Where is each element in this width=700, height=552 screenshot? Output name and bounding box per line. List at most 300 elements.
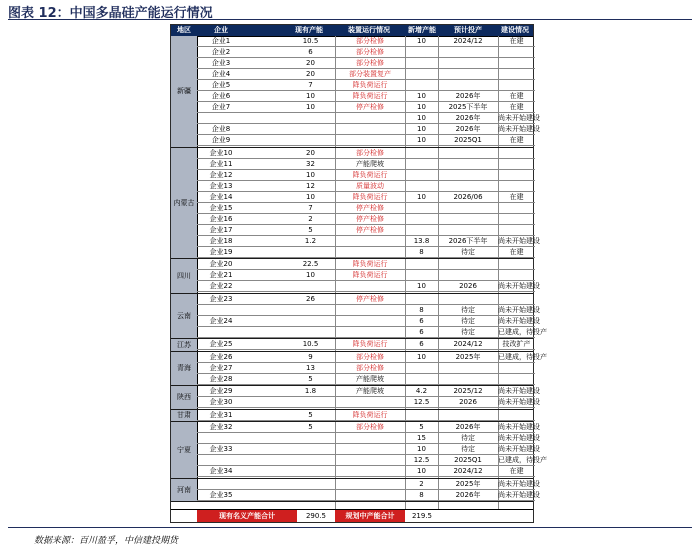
table-row (197, 91, 535, 102)
region-label: 内蒙古 (171, 148, 198, 259)
status-cell: 停产检修 (356, 214, 384, 223)
planned-cell (438, 181, 498, 192)
construction-cell (498, 203, 535, 214)
header-planned: 预计投产 (454, 26, 482, 34)
status-cell (335, 124, 405, 135)
company-cell: 企业20 (209, 260, 233, 268)
construction-cell (498, 170, 535, 181)
planned-cell (438, 225, 498, 236)
company-cell: 企业23 (209, 294, 233, 303)
capacity-cell (295, 316, 326, 327)
capacity-cell: 10 (306, 170, 315, 179)
construction-cell (498, 410, 535, 421)
table-row (197, 170, 535, 181)
table-row (197, 386, 540, 397)
status-cell (335, 490, 405, 501)
status-cell (335, 113, 405, 124)
existing-total-value: 290.5 (297, 510, 335, 522)
construction-cell (498, 294, 535, 305)
table-row (197, 422, 540, 433)
region-group (171, 479, 540, 503)
region-label: 青海 (171, 352, 198, 386)
company-cell: 企业22 (209, 282, 233, 290)
new-capacity-cell (405, 69, 438, 80)
header-region: 地区 (177, 26, 191, 34)
company-cell: 企业16 (209, 214, 233, 223)
table-row (197, 270, 535, 281)
capacity-cell: 13 (306, 363, 315, 372)
company-cell: 企业6 (211, 92, 231, 100)
capacity-cell: 12 (306, 181, 315, 190)
new-capacity-cell (405, 80, 438, 91)
region-group (171, 259, 540, 294)
table-row (197, 58, 535, 69)
capacity-cell: 32 (306, 159, 315, 168)
planned-cell: 待定 (461, 247, 475, 256)
planned-cell: 2025下半年 (448, 103, 488, 111)
construction-cell (498, 69, 535, 80)
company-cell: 企业4 (211, 70, 231, 78)
planned-cell (438, 69, 498, 80)
capacity-cell: 10 (306, 92, 315, 100)
construction-cell (498, 225, 535, 236)
planned-cell (438, 159, 498, 170)
new-capacity-cell: 8 (419, 247, 424, 256)
construction-cell: 尚未开始建设 (498, 125, 540, 133)
new-capacity-cell: 10 (417, 136, 426, 144)
construction-cell (498, 270, 535, 281)
planned-cell (438, 58, 498, 69)
status-cell: 部分检修 (356, 59, 384, 67)
header-construction: 建设情况 (501, 26, 529, 34)
planned-cell: 2026年 (455, 423, 481, 431)
table-row (197, 159, 535, 170)
new-capacity-cell (405, 148, 438, 159)
new-capacity-cell (405, 47, 438, 58)
new-capacity-cell (405, 58, 438, 69)
region-label: 江苏 (171, 339, 198, 351)
new-capacity-cell: 8 (419, 305, 424, 314)
company-cell: 企业34 (209, 467, 233, 475)
company-cell (197, 455, 245, 466)
capacity-cell (295, 455, 326, 466)
new-capacity-cell: 6 (419, 340, 424, 348)
new-capacity-cell: 6 (419, 327, 424, 336)
footer-divider (8, 527, 692, 528)
company-cell: 企业9 (211, 136, 231, 144)
status-cell (335, 247, 405, 258)
new-capacity-cell (405, 270, 438, 281)
status-cell (335, 135, 405, 146)
company-cell (197, 433, 245, 444)
capacity-cell (295, 281, 326, 292)
capacity-cell (295, 135, 326, 146)
capacity-cell: 7 (308, 203, 313, 212)
company-cell: 企业15 (209, 203, 233, 212)
construction-cell: 尚未开始建设 (498, 423, 540, 431)
planned-cell (438, 259, 498, 270)
table-row (197, 247, 535, 258)
status-cell: 降负荷运行 (352, 170, 388, 179)
region-group (171, 386, 540, 410)
new-capacity-cell: 10 (417, 352, 426, 361)
planned-cell: 2024/12 (453, 467, 483, 475)
planned-cell: 2025Q1 (454, 456, 482, 464)
company-cell: 企业28 (209, 374, 233, 383)
new-capacity-cell: 13.8 (413, 236, 430, 245)
capacity-cell: 20 (306, 70, 315, 78)
new-capacity-cell: 6 (419, 316, 424, 325)
new-capacity-cell: 8 (419, 490, 424, 499)
planned-cell (438, 203, 498, 214)
construction-cell: 尚未开始建设 (498, 305, 540, 314)
capacity-cell (295, 327, 326, 338)
capacity-cell (295, 433, 326, 444)
new-capacity-cell (405, 363, 438, 374)
planned-cell: 2026/06 (453, 192, 483, 201)
construction-cell: 尚未开始建设 (498, 479, 540, 488)
planned-cell (438, 47, 498, 58)
capacity-cell: 20 (306, 148, 315, 157)
company-cell: 企业8 (211, 125, 231, 133)
construction-cell (498, 374, 535, 385)
company-cell: 企业14 (209, 192, 233, 201)
company-cell (197, 305, 245, 316)
company-cell: 企业11 (209, 159, 233, 168)
construction-cell: 在建 (509, 92, 524, 100)
planned-cell: 2026下半年 (448, 236, 488, 245)
company-cell: 企业19 (209, 247, 233, 256)
new-capacity-cell (405, 170, 438, 181)
status-cell: 产能爬坡 (356, 159, 384, 168)
new-capacity-cell: 10 (417, 467, 426, 475)
capacity-cell: 10.5 (302, 37, 319, 45)
construction-cell (498, 58, 535, 69)
new-capacity-cell: 4.2 (415, 387, 428, 395)
status-cell (335, 281, 405, 292)
construction-cell: 技改扩产 (502, 340, 531, 348)
region-label: 甘肃 (171, 410, 198, 422)
status-cell: 产能爬坡 (356, 387, 384, 395)
status-cell: 产能爬坡 (356, 374, 384, 383)
new-capacity-cell: 10 (417, 103, 426, 111)
capacity-cell (295, 113, 326, 124)
new-capacity-cell: 5 (419, 423, 424, 431)
company-cell: 企业10 (209, 148, 233, 157)
capacity-cell: 10 (306, 192, 315, 201)
existing-total-label: 现有名义产能合计 (197, 510, 297, 522)
planned-cell (438, 270, 498, 281)
planned-cell (438, 363, 498, 374)
region-group (171, 410, 533, 423)
status-cell: 部分检修 (356, 423, 384, 431)
construction-cell: 尚未开始建设 (498, 445, 540, 453)
header-status: 装置运行情况 (348, 26, 390, 34)
planned-cell: 2025年 (455, 479, 481, 488)
new-capacity-cell: 10 (417, 282, 426, 290)
table-row (197, 236, 540, 247)
status-cell (335, 433, 405, 444)
construction-cell: 尚未开始建设 (498, 282, 540, 290)
company-cell: 企业21 (209, 271, 233, 279)
header-capacity: 现有产能 (295, 26, 323, 34)
new-capacity-cell: 10 (417, 92, 426, 100)
planned-cell: 2026 (459, 282, 477, 290)
status-cell (335, 305, 405, 316)
capacity-cell: 5 (308, 225, 313, 234)
region-label: 四川 (171, 259, 198, 293)
new-capacity-cell: 15 (417, 434, 426, 442)
capacity-cell: 5 (308, 410, 313, 419)
table-row (197, 214, 535, 225)
figure-title: 图表 12：中国多晶硅产能运行情况 (8, 6, 213, 21)
status-cell: 部分检修 (356, 37, 384, 45)
company-cell: 企业27 (209, 363, 233, 372)
construction-cell (498, 80, 535, 91)
capacity-cell (295, 479, 326, 490)
planned-cell: 待定 (461, 316, 475, 325)
capacity-cell: 1.8 (304, 387, 317, 395)
new-capacity-cell: 10 (417, 125, 426, 133)
construction-cell: 在建 (509, 192, 524, 201)
region-group (171, 422, 547, 479)
status-cell: 部分检修 (356, 363, 384, 372)
company-cell (197, 327, 245, 338)
table-row (197, 294, 535, 305)
capacity-cell: 10 (306, 103, 315, 111)
planned-total-label: 规划中产能合计 (335, 510, 405, 522)
company-cell: 企业2 (211, 48, 231, 56)
table-row (197, 455, 547, 466)
status-cell: 停产检修 (356, 203, 384, 212)
status-cell (335, 327, 405, 338)
table-row (197, 148, 535, 159)
table-row (197, 433, 540, 444)
construction-cell (498, 214, 535, 225)
status-cell (335, 455, 405, 466)
company-cell (197, 479, 245, 490)
capacity-cell: 10 (306, 271, 315, 279)
polysilicon-capacity-table (170, 24, 547, 523)
company-cell: 企业18 (209, 236, 233, 245)
construction-cell: 在建 (509, 37, 524, 45)
region-group (171, 36, 540, 148)
planned-cell: 2026年 (455, 114, 481, 122)
status-cell: 部分装置复产 (349, 70, 391, 78)
construction-cell: 已建成，待投产 (498, 456, 547, 464)
capacity-cell: 5 (308, 423, 313, 431)
table-row (197, 192, 535, 203)
company-cell: 企业17 (209, 225, 233, 234)
status-cell: 停产检修 (356, 225, 384, 234)
capacity-cell (295, 305, 326, 316)
company-cell: 企业32 (209, 423, 233, 431)
table-row (197, 327, 547, 338)
status-cell (335, 236, 405, 247)
company-cell: 企业5 (211, 81, 231, 89)
header-new-capacity: 新增产能 (408, 26, 436, 34)
table-row (197, 466, 535, 477)
status-cell: 降负荷运行 (352, 192, 388, 201)
table-row (197, 490, 540, 501)
company-cell: 企业3 (211, 59, 231, 67)
company-cell: 企业33 (209, 445, 233, 453)
region-group (171, 352, 547, 387)
planned-cell: 2024/12 (453, 37, 483, 45)
planned-cell: 2025/12 (453, 387, 483, 395)
construction-cell: 已建成，待投产 (498, 327, 547, 336)
planned-cell: 2026年 (455, 92, 481, 100)
planned-cell (438, 170, 498, 181)
status-cell (335, 444, 405, 455)
planned-cell (438, 148, 498, 159)
table-row (197, 203, 535, 214)
new-capacity-cell: 10 (417, 114, 426, 122)
construction-cell: 尚未开始建设 (498, 398, 540, 406)
region-group (171, 339, 533, 352)
new-capacity-cell: 10 (417, 192, 426, 201)
planned-cell: 待定 (461, 434, 475, 442)
region-group (171, 148, 540, 260)
capacity-cell: 10.5 (302, 340, 319, 348)
capacity-cell (295, 444, 326, 455)
capacity-cell: 20 (306, 59, 315, 67)
capacity-cell: 5 (308, 374, 313, 383)
planned-cell: 2026 (459, 398, 477, 406)
new-capacity-cell: 10 (417, 445, 426, 453)
region-label: 新疆 (171, 36, 198, 147)
planned-cell: 2026年 (455, 125, 481, 133)
status-cell: 降负荷运行 (352, 410, 388, 419)
construction-cell (498, 148, 535, 159)
planned-total-value: 219.5 (405, 510, 439, 522)
construction-cell: 在建 (509, 247, 524, 256)
construction-cell: 尚未开始建设 (498, 236, 540, 245)
table-row (197, 225, 535, 236)
region-label: 陕西 (171, 386, 198, 409)
construction-cell: 尚未开始建设 (498, 114, 540, 122)
company-cell (197, 113, 245, 124)
new-capacity-cell (405, 159, 438, 170)
table-row (197, 124, 540, 135)
planned-cell: 待定 (461, 327, 475, 336)
status-cell (335, 316, 405, 327)
capacity-cell (295, 490, 326, 501)
construction-cell: 尚未开始建设 (498, 387, 540, 395)
new-capacity-cell (405, 181, 438, 192)
planned-cell (438, 80, 498, 91)
table-row (197, 305, 540, 316)
capacity-cell (295, 466, 326, 477)
capacity-cell: 6 (308, 48, 313, 56)
new-capacity-cell: 2 (419, 479, 424, 488)
capacity-cell: 1.2 (304, 236, 317, 245)
new-capacity-cell (405, 203, 438, 214)
table-row (197, 352, 547, 363)
company-cell: 企业35 (209, 490, 233, 499)
status-cell: 停产检修 (356, 103, 384, 111)
planned-cell (438, 410, 498, 421)
new-capacity-cell (405, 410, 438, 421)
company-cell: 企业31 (209, 410, 233, 419)
table-row (197, 80, 535, 91)
capacity-cell (295, 247, 326, 258)
capacity-cell (295, 397, 326, 408)
construction-cell (498, 159, 535, 170)
table-row (197, 69, 535, 80)
new-capacity-cell (405, 294, 438, 305)
table-row (197, 479, 540, 490)
construction-cell: 尚未开始建设 (498, 316, 540, 325)
table-row (197, 397, 540, 408)
new-capacity-cell (405, 374, 438, 385)
construction-cell (498, 181, 535, 192)
planned-cell (438, 214, 498, 225)
table-row (197, 102, 535, 113)
status-cell (335, 466, 405, 477)
construction-cell: 在建 (509, 136, 524, 144)
header-company: 企业 (214, 26, 228, 34)
planned-cell: 2024/12 (453, 340, 483, 348)
construction-cell (498, 363, 535, 374)
new-capacity-cell (405, 225, 438, 236)
table-row (197, 113, 540, 124)
table-row (197, 135, 535, 146)
new-capacity-cell (405, 259, 438, 270)
table-row (197, 47, 535, 58)
status-cell: 部分检修 (356, 352, 384, 361)
capacity-cell (295, 124, 326, 135)
status-cell (335, 397, 405, 408)
company-cell: 企业25 (209, 340, 233, 348)
region-label: 云南 (171, 294, 198, 339)
company-cell: 企业12 (209, 170, 233, 179)
table-row (197, 339, 535, 350)
company-cell: 企业7 (211, 103, 231, 111)
status-cell: 降负荷运行 (352, 260, 388, 268)
table-row (197, 316, 540, 327)
status-cell: 降负荷运行 (352, 81, 388, 89)
status-cell: 部分检修 (356, 148, 384, 157)
status-cell: 降负荷运行 (352, 340, 388, 348)
capacity-cell: 26 (306, 294, 315, 303)
construction-cell: 已建成，待投产 (498, 352, 547, 361)
region-group (171, 294, 547, 340)
planned-cell: 待定 (461, 305, 475, 314)
new-capacity-cell (405, 214, 438, 225)
capacity-cell: 7 (308, 81, 313, 89)
table-row (197, 374, 535, 385)
status-cell: 质量波动 (356, 181, 384, 190)
company-cell: 企业30 (209, 398, 233, 406)
region-label: 宁夏 (171, 422, 198, 478)
construction-cell: 尚未开始建设 (498, 490, 540, 499)
capacity-cell: 2 (308, 214, 313, 223)
status-cell: 降负荷运行 (352, 92, 388, 100)
construction-cell (498, 47, 535, 58)
status-cell: 部分检修 (356, 48, 384, 56)
table-row (197, 410, 535, 421)
capacity-cell: 9 (308, 352, 313, 361)
totals-row (171, 509, 533, 522)
company-cell: 企业1 (211, 37, 231, 45)
source-note: 数据来源：百川盈孚，中信建投期货 (34, 536, 179, 546)
planned-cell (438, 294, 498, 305)
table-row (197, 259, 535, 270)
construction-cell (498, 259, 535, 270)
planned-cell (438, 374, 498, 385)
planned-cell: 2025Q1 (454, 136, 482, 144)
